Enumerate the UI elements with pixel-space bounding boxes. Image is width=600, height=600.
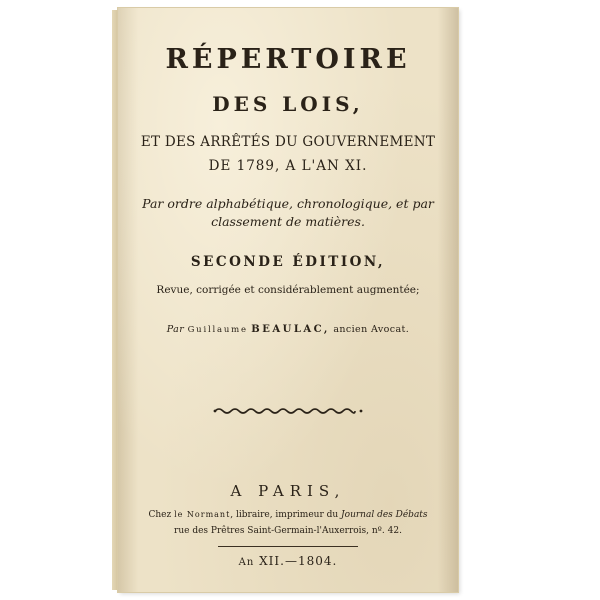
title-line-2: DES LOIS,	[212, 92, 364, 116]
imprint-city: A PARIS,	[230, 482, 346, 500]
imprint-address: rue des Prêtres Saint-Germain-l'Auxerrois, nº. 42.	[174, 526, 402, 536]
journal-name: Journal des Débats	[341, 510, 428, 520]
date-value: XII.—1804.	[259, 554, 338, 568]
publisher-role: , libraire, imprimeur du	[230, 510, 339, 520]
author-prefix: Par	[166, 324, 185, 335]
title-line-4: DE 1789, A L'AN XI.	[208, 158, 368, 174]
author-line	[118, 324, 458, 335]
title-page	[118, 8, 458, 592]
subtitle-line-2: classement de matières.	[211, 214, 365, 229]
date-prefix: An	[238, 557, 255, 568]
ornament-rule	[213, 406, 363, 416]
divider-rule	[218, 546, 358, 547]
subtitle-line-1: Par ordre alphabétique, chronologique, et par	[142, 196, 434, 211]
edition-note: Revue, corrigée et considérablement augmentée;	[156, 284, 420, 296]
title-line-1: RÉPERTOIRE	[165, 44, 411, 75]
author-title: ancien Avocat.	[333, 324, 410, 335]
publisher-prefix: Chez	[148, 510, 172, 520]
imprint-publisher-line	[118, 510, 458, 520]
author-first-name: Guillaume	[187, 325, 248, 335]
imprint-date-line	[118, 554, 458, 568]
publisher-name: le Normant	[174, 510, 231, 519]
edition-label: SECONDE ÉDITION,	[190, 254, 386, 270]
author-last-name: BEAULAC,	[251, 324, 330, 335]
title-line-3: ET DES ARRÊTÉS DU GOUVERNEMENT	[140, 134, 436, 150]
